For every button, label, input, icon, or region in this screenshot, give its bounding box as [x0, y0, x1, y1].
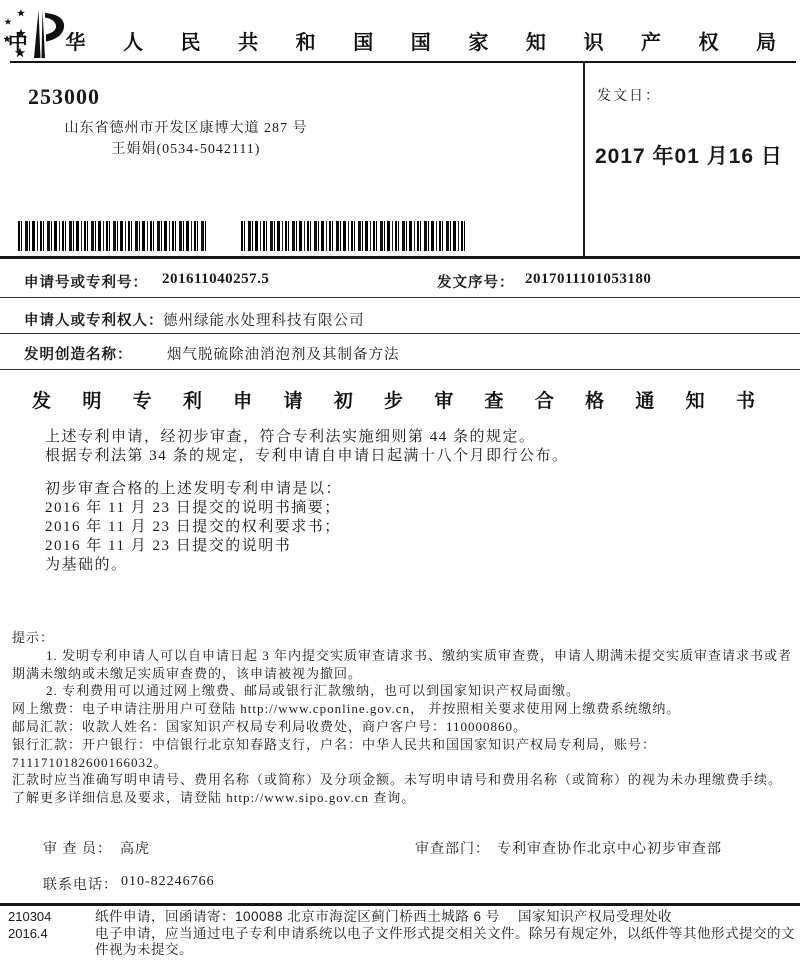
- dispatch-date-label: 发文日：: [597, 89, 661, 104]
- address-line: 山东省德州市开发区康博大道 287 号: [64, 121, 308, 136]
- examiner-label: 审 查 员：: [43, 842, 112, 857]
- application-barcode: [18, 221, 206, 251]
- tips-remit-notice-line: 汇款时应当准确写明申请号、费用名称（或简称）及分项金额。未写明申请号和费用名称（或简称）的视为未办理缴费手续。: [12, 772, 783, 788]
- department-name: 专利审查协作北京中心初步审查部: [497, 842, 722, 857]
- row-rule: [0, 333, 800, 334]
- form-code: 210304: [8, 909, 52, 924]
- body-line: 为基础的。: [45, 557, 128, 573]
- footer-rule: [0, 903, 800, 906]
- barcode-rule: [0, 256, 800, 259]
- dispatch-date-value: 2017 年01 月16 日: [595, 145, 783, 168]
- row-rule: [0, 297, 800, 298]
- notice-title: 发 明 专 利 申 请 初 步 审 查 合 格 通 知 书: [32, 391, 768, 412]
- body-line: 上述专利申请，经初步审查，符合专利法实施细则第 44 条的规定。: [45, 429, 536, 445]
- applicant-value: 德州绿能水处理科技有限公司: [163, 313, 365, 329]
- body-line: 根据专利法第 34 条的规定，专利申请自申请日起满十八个月即行公布。: [45, 448, 569, 464]
- tips-section: [12, 629, 794, 807]
- footer-paper-line: 纸件申请，回函请寄：100088 北京市海淀区蓟门桥西土城路 6 号 国家知识产权局受理处收: [95, 909, 673, 924]
- invention-title-value: 烟气脱硫除油消泡剂及其制备方法: [167, 347, 400, 363]
- body-line: 2016 年 11 月 23 日提交的说明书摘要；: [45, 500, 341, 516]
- serial-barcode: [241, 221, 465, 251]
- invention-title-label: 发明创造名称：: [24, 347, 133, 363]
- tips-post-remittance-line: 邮局汇款：收款人姓名：国家知识产权局专利局收费处，商户客户号：110000860。: [12, 718, 528, 734]
- header-rule: [10, 61, 796, 63]
- serial-number-value: 2017011101053180: [525, 271, 652, 287]
- dispatch-box-divider: [583, 61, 585, 258]
- serial-number-label: 发文序号：: [437, 275, 515, 291]
- examiner-name: 高虎: [120, 842, 150, 857]
- row-rule: [0, 369, 800, 370]
- form-code-block: [8, 909, 51, 942]
- tips-heading: 提示：: [12, 630, 55, 645]
- tips-item: 2. 专利费用可以通过网上缴费、邮局或银行汇款缴纳，也可以到国家知识产权局面缴。: [46, 683, 581, 699]
- agency-title: 中 华 人 民 共 和 国 国 家 知 识 产 权 局: [7, 32, 793, 54]
- paragraph-gap: [45, 466, 569, 480]
- footer-instructions: [95, 909, 795, 959]
- applicant-label: 申请人或专利权人：: [24, 313, 164, 329]
- recipient-address-block: [36, 118, 336, 160]
- application-number-label: 申请号或专利号：: [24, 275, 148, 291]
- tips-item: 1. 发明专利申请人可以自申请日起 3 年内提交实质审查请求书、缴纳实质审查费，申请人期满未提交实质审查请求书或者期满未缴纳或未缴足实质审查费的，该申请被视为撤回。: [12, 647, 793, 681]
- body-line: 2016 年 11 月 23 日提交的权利要求书；: [45, 519, 341, 535]
- notice-body: [45, 428, 569, 575]
- tips-online-payment-line: 网上缴费：电子申请注册用户可登陆 http://www.cponline.gov.cn， 并按照相关要求使用网上缴费系统缴纳。: [12, 701, 681, 717]
- contact-line: 王娟娟(0534-5042111): [111, 142, 261, 157]
- application-number-value: 201611040257.5: [162, 271, 270, 287]
- tips-bank-remittance-line: 银行汇款：开户银行：中信银行北京知春路支行，户名：中华人民共和国国家知识产权局专利局，账号： 7111710182600166032。: [12, 736, 657, 770]
- tips-more-info-line: 了解更多详细信息及要求，请登陆 http://www.sipo.gov.cn 查询。: [12, 790, 416, 806]
- postal-code: 253000: [28, 84, 100, 109]
- department-label: 审查部门：: [415, 842, 490, 857]
- body-line: 2016 年 11 月 23 日提交的说明书: [45, 538, 292, 554]
- form-version: 2016.4: [8, 925, 48, 941]
- phone-label: 联系电话：: [43, 878, 118, 893]
- phone-value: 010-82246766: [121, 874, 215, 889]
- body-line: 初步审查合格的上述发明专利申请是以：: [45, 481, 343, 497]
- footer-efile-line: 电子申请，应当通过电子专利申请系统以电子文件形式提交相关文件。除另有规定外，以纸件等其他形式提交的文件视为未提交。: [95, 925, 795, 957]
